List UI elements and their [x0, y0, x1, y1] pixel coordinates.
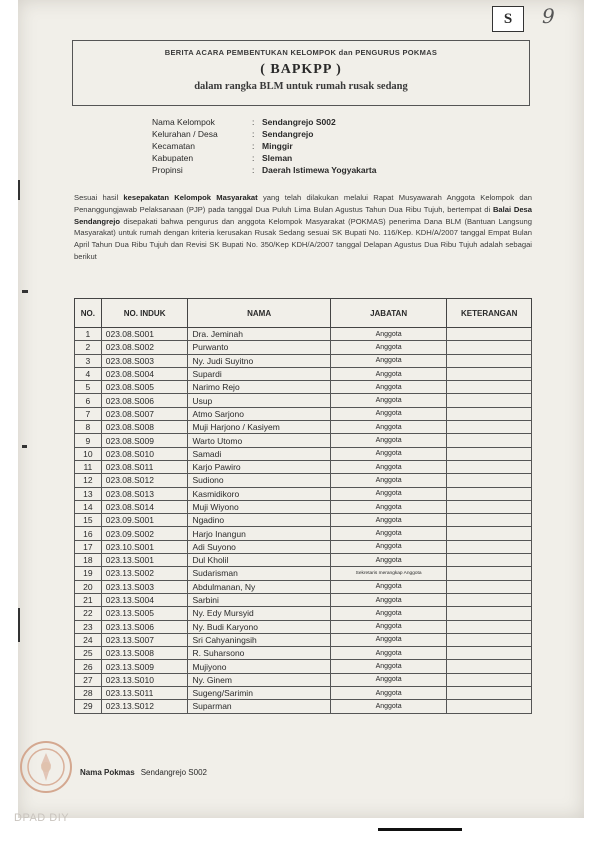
cell-induk: 023.08.S010: [101, 447, 188, 460]
cell-keterangan: [447, 354, 532, 367]
table-row: [75, 620, 532, 633]
cell-keterangan: [447, 580, 532, 593]
cell-jabatan: Anggota: [330, 381, 447, 394]
cell-no: 9: [75, 434, 102, 447]
cell-keterangan: [447, 673, 532, 686]
info-separator: :: [252, 117, 255, 127]
info-label: Kabupaten: [152, 153, 194, 163]
cell-keterangan: [447, 394, 532, 407]
cell-keterangan: [447, 500, 532, 513]
cell-nama: Harjo Inangun: [188, 527, 330, 540]
header-acronym: ( BAPKPP ): [260, 62, 342, 77]
cell-keterangan: [447, 633, 532, 646]
cell-keterangan: [447, 460, 532, 473]
cell-jabatan: Anggota: [330, 540, 447, 553]
cell-jabatan: Anggota: [330, 341, 447, 354]
cell-keterangan: [447, 421, 532, 434]
table-row: [75, 580, 532, 593]
cell-nama: Sugeng/Sarimin: [188, 687, 330, 700]
cell-keterangan: [447, 447, 532, 460]
cell-induk: 023.08.S006: [101, 394, 188, 407]
cell-nama: Ny. Budi Karyono: [188, 620, 330, 633]
info-value: Sendangrejo: [262, 129, 314, 139]
paragraph-text: Sesuai hasil: [74, 193, 124, 202]
cell-nama: R. Suharsono: [188, 647, 330, 660]
cell-jabatan: Anggota: [330, 687, 447, 700]
table-row: [75, 554, 532, 567]
table-row: [75, 540, 532, 553]
info-separator: :: [252, 153, 255, 163]
footer-value: Sendangrejo S002: [140, 768, 207, 777]
cell-no: 14: [75, 500, 102, 513]
cell-no: 18: [75, 554, 102, 567]
info-value: Sendangrejo S002: [262, 117, 336, 127]
cell-nama: Karjo Pawiro: [188, 460, 330, 473]
info-value: Minggir: [262, 141, 293, 151]
col-header-jabatan: JABATAN: [330, 299, 447, 328]
cell-jabatan: Anggota: [330, 421, 447, 434]
cell-induk: 023.13.S001: [101, 554, 188, 567]
cell-jabatan: Anggota: [330, 673, 447, 686]
info-row-propinsi: [152, 164, 377, 176]
cell-jabatan: Anggota: [330, 354, 447, 367]
table-row: [75, 394, 532, 407]
cell-keterangan: [447, 514, 532, 527]
cell-keterangan: [447, 554, 532, 567]
cell-keterangan: [447, 328, 532, 341]
paragraph-bold: Balai Desa Sendangrejo: [74, 204, 533, 226]
punch-mark: [18, 180, 20, 200]
table-row: [75, 421, 532, 434]
cell-nama: Ny. Edy Mursyid: [188, 607, 330, 620]
punch-mark: [18, 608, 20, 642]
cell-nama: Ny. Ginem: [188, 673, 330, 686]
cell-no: 4: [75, 367, 102, 380]
cell-nama: Sudiono: [188, 474, 330, 487]
punch-mark: [22, 290, 28, 293]
cell-induk: 023.09.S002: [101, 527, 188, 540]
cell-nama: Sri Cahyaningsih: [188, 633, 330, 646]
cell-nama: Supardi: [188, 367, 330, 380]
cell-no: 11: [75, 460, 102, 473]
cell-keterangan: [447, 647, 532, 660]
cell-nama: Ny. Judi Suyitno: [188, 354, 330, 367]
cell-no: 25: [75, 647, 102, 660]
cell-induk: 023.08.S004: [101, 367, 188, 380]
table-row: [75, 447, 532, 460]
paragraph-bold: kesepakatan Kelompok Masyarakat: [123, 193, 258, 202]
cell-jabatan: Anggota: [330, 633, 447, 646]
cell-nama: Dul Kholil: [188, 554, 330, 567]
seal-emblem-icon: [18, 738, 74, 796]
cell-jabatan: Anggota: [330, 460, 447, 473]
cell-no: 16: [75, 527, 102, 540]
table-row: [75, 367, 532, 380]
cell-nama: Purwanto: [188, 341, 330, 354]
info-row-nama-kelompok: [152, 116, 377, 128]
bottom-bar: [378, 828, 462, 831]
cell-nama: Sudarisman: [188, 567, 330, 580]
cell-keterangan: [447, 567, 532, 580]
info-label: Kecamatan: [152, 141, 195, 151]
cell-induk: 023.13.S006: [101, 620, 188, 633]
info-separator: :: [252, 141, 255, 151]
cell-no: 2: [75, 341, 102, 354]
col-header-induk: NO. INDUK: [101, 299, 188, 328]
info-separator: :: [252, 165, 255, 175]
cell-jabatan: Sekretaris merangkap Anggota: [330, 567, 447, 580]
cell-no: 17: [75, 540, 102, 553]
cell-keterangan: [447, 367, 532, 380]
cell-nama: Kasmidikoro: [188, 487, 330, 500]
group-info: [152, 116, 377, 176]
cell-induk: 023.13.S009: [101, 660, 188, 673]
cell-induk: 023.13.S012: [101, 700, 188, 713]
watermark-text: DPAD DIY: [14, 812, 70, 824]
cell-jabatan: Anggota: [330, 514, 447, 527]
table-row: [75, 593, 532, 606]
cell-no: 6: [75, 394, 102, 407]
cell-keterangan: [447, 607, 532, 620]
cell-nama: Atmo Sarjono: [188, 407, 330, 420]
cell-keterangan: [447, 407, 532, 420]
table-row: [75, 514, 532, 527]
cell-keterangan: [447, 341, 532, 354]
table-row: [75, 607, 532, 620]
cell-induk: 023.08.S013: [101, 487, 188, 500]
table-header-row: [75, 299, 532, 328]
cell-jabatan: Anggota: [330, 527, 447, 540]
cell-nama: Adi Suyono: [188, 540, 330, 553]
cell-jabatan: Anggota: [330, 620, 447, 633]
cell-no: 3: [75, 354, 102, 367]
cell-jabatan: Anggota: [330, 500, 447, 513]
cell-no: 8: [75, 421, 102, 434]
table-row: [75, 487, 532, 500]
cell-induk: 023.08.S007: [101, 407, 188, 420]
cell-no: 21: [75, 593, 102, 606]
table-row: [75, 328, 532, 341]
footer: [80, 768, 207, 777]
cell-keterangan: [447, 700, 532, 713]
cell-keterangan: [447, 487, 532, 500]
cell-nama: Samadi: [188, 447, 330, 460]
cell-no: 19: [75, 567, 102, 580]
cell-keterangan: [447, 540, 532, 553]
info-row-kabupaten: [152, 152, 377, 164]
cell-induk: 023.08.S011: [101, 460, 188, 473]
cell-jabatan: Anggota: [330, 660, 447, 673]
table-row: [75, 341, 532, 354]
cell-jabatan: Anggota: [330, 328, 447, 341]
col-header-keterangan: KETERANGAN: [447, 299, 532, 328]
cell-nama: Usup: [188, 394, 330, 407]
table-row: [75, 407, 532, 420]
header-subtitle: dalam rangka BLM untuk rumah rusak sedang: [194, 81, 408, 92]
cell-jabatan: Anggota: [330, 700, 447, 713]
cell-induk: 023.13.S010: [101, 673, 188, 686]
table-row: [75, 527, 532, 540]
cell-keterangan: [447, 527, 532, 540]
table-row: [75, 474, 532, 487]
cell-no: 15: [75, 514, 102, 527]
cell-jabatan: Anggota: [330, 607, 447, 620]
cell-no: 29: [75, 700, 102, 713]
cell-nama: Narimo Rejo: [188, 381, 330, 394]
info-value: Daerah Istimewa Yogyakarta: [262, 165, 377, 175]
cell-induk: 023.08.S008: [101, 421, 188, 434]
cell-induk: 023.13.S005: [101, 607, 188, 620]
cell-keterangan: [447, 434, 532, 447]
header-title: BERITA ACARA PEMBENTUKAN KELOMPOK dan PENGURUS POKMAS: [164, 48, 438, 57]
cell-induk: 023.08.S001: [101, 328, 188, 341]
info-label: Nama Kelompok: [152, 117, 215, 127]
cell-no: 28: [75, 687, 102, 700]
col-header-nama: NAMA: [188, 299, 330, 328]
cell-induk: 023.08.S012: [101, 474, 188, 487]
cell-no: 7: [75, 407, 102, 420]
table-row: [75, 434, 532, 447]
table-row: [75, 460, 532, 473]
cell-no: 13: [75, 487, 102, 500]
footer-label: Nama Pokmas: [80, 768, 135, 777]
cell-keterangan: [447, 381, 532, 394]
paragraph-text: yang telah dilakukan melalui Rapat Musyawarah Anggota Kelompok dan Penanggungjawab Pelaksanaan (PJP) pada tanggal Dua Puluh Lima Bulan Agustus Tahun Dua Ribu Tujuh, bertempat di: [74, 193, 532, 214]
cell-nama: Dra. Jeminah: [188, 328, 330, 341]
cell-nama: Muji Wiyono: [188, 500, 330, 513]
cell-keterangan: [447, 474, 532, 487]
cell-nama: Warto Utomo: [188, 434, 330, 447]
cell-induk: 023.08.S003: [101, 354, 188, 367]
cell-induk: 023.08.S002: [101, 341, 188, 354]
cell-no: 23: [75, 620, 102, 633]
agreement-paragraph: [74, 192, 532, 263]
cell-induk: 023.13.S003: [101, 580, 188, 593]
table-row: [75, 354, 532, 367]
cell-jabatan: Anggota: [330, 647, 447, 660]
handwritten-page-number: 9: [542, 4, 555, 28]
cell-no: 5: [75, 381, 102, 394]
cell-keterangan: [447, 620, 532, 633]
cell-no: 22: [75, 607, 102, 620]
cell-nama: Ngadino: [188, 514, 330, 527]
cell-keterangan: [447, 687, 532, 700]
cell-induk: 023.13.S007: [101, 633, 188, 646]
cell-induk: 023.13.S008: [101, 647, 188, 660]
cell-jabatan: Anggota: [330, 487, 447, 500]
cell-jabatan: Anggota: [330, 554, 447, 567]
page-code-box: S: [492, 6, 524, 32]
info-value: Sleman: [262, 153, 293, 163]
cell-jabatan: Anggota: [330, 447, 447, 460]
cell-jabatan: Anggota: [330, 367, 447, 380]
info-row-kelurahan: [152, 128, 377, 140]
cell-jabatan: Anggota: [330, 580, 447, 593]
cell-nama: Mujiyono: [188, 660, 330, 673]
cell-nama: Sarbini: [188, 593, 330, 606]
cell-induk: 023.13.S002: [101, 567, 188, 580]
table-row: [75, 647, 532, 660]
table-row: [75, 700, 532, 713]
cell-induk: 023.08.S005: [101, 381, 188, 394]
table-row: [75, 500, 532, 513]
info-separator: :: [252, 129, 255, 139]
table-row: [75, 660, 532, 673]
cell-nama: Muji Harjono / Kasiyem: [188, 421, 330, 434]
cell-induk: 023.13.S011: [101, 687, 188, 700]
table-row: [75, 633, 532, 646]
info-label: Kelurahan / Desa: [152, 129, 218, 139]
cell-nama: Abdulmanan, Ny: [188, 580, 330, 593]
cell-induk: 023.08.S014: [101, 500, 188, 513]
paragraph-text: disepakati bahwa pengurus dan anggota Kelompok Masyarakat (POKMAS) penerima Dana BLM (Bantuan Langsung Masyarakat) untuk rumah dengan kriteria kerusakan Rusak Sedang sesuai SK Bupati No. 116/Kep. KDH/A/2007 tanggal Empat Bulan April Tahun Dua Ribu Tujuh dan Revisi SK Bupati No. 350/Kep KDH/A/2007 tanggal Delapan Agustus Dua Ribu Tujuh adalah sebagai berikut: [74, 216, 532, 261]
cell-no: 10: [75, 447, 102, 460]
cell-no: 24: [75, 633, 102, 646]
cell-no: 26: [75, 660, 102, 673]
cell-no: 12: [75, 474, 102, 487]
table-row: [75, 567, 532, 580]
cell-jabatan: Anggota: [330, 593, 447, 606]
cell-no: 20: [75, 580, 102, 593]
cell-jabatan: Anggota: [330, 394, 447, 407]
cell-induk: 023.08.S009: [101, 434, 188, 447]
info-label: Propinsi: [152, 165, 183, 175]
cell-nama: Suparman: [188, 700, 330, 713]
cell-induk: 023.09.S001: [101, 514, 188, 527]
cell-jabatan: Anggota: [330, 474, 447, 487]
table-row: [75, 381, 532, 394]
cell-induk: 023.13.S004: [101, 593, 188, 606]
cell-no: 27: [75, 673, 102, 686]
cell-no: 1: [75, 328, 102, 341]
table-row: [75, 687, 532, 700]
table-body: [75, 328, 532, 714]
table-row: [75, 673, 532, 686]
cell-jabatan: Anggota: [330, 434, 447, 447]
cell-keterangan: [447, 593, 532, 606]
cell-keterangan: [447, 660, 532, 673]
cell-induk: 023.10.S001: [101, 540, 188, 553]
member-table: [74, 298, 532, 714]
punch-mark: [22, 445, 27, 448]
document-header: [72, 40, 530, 106]
info-row-kecamatan: [152, 140, 377, 152]
cell-jabatan: Anggota: [330, 407, 447, 420]
col-header-no: NO.: [75, 299, 102, 328]
